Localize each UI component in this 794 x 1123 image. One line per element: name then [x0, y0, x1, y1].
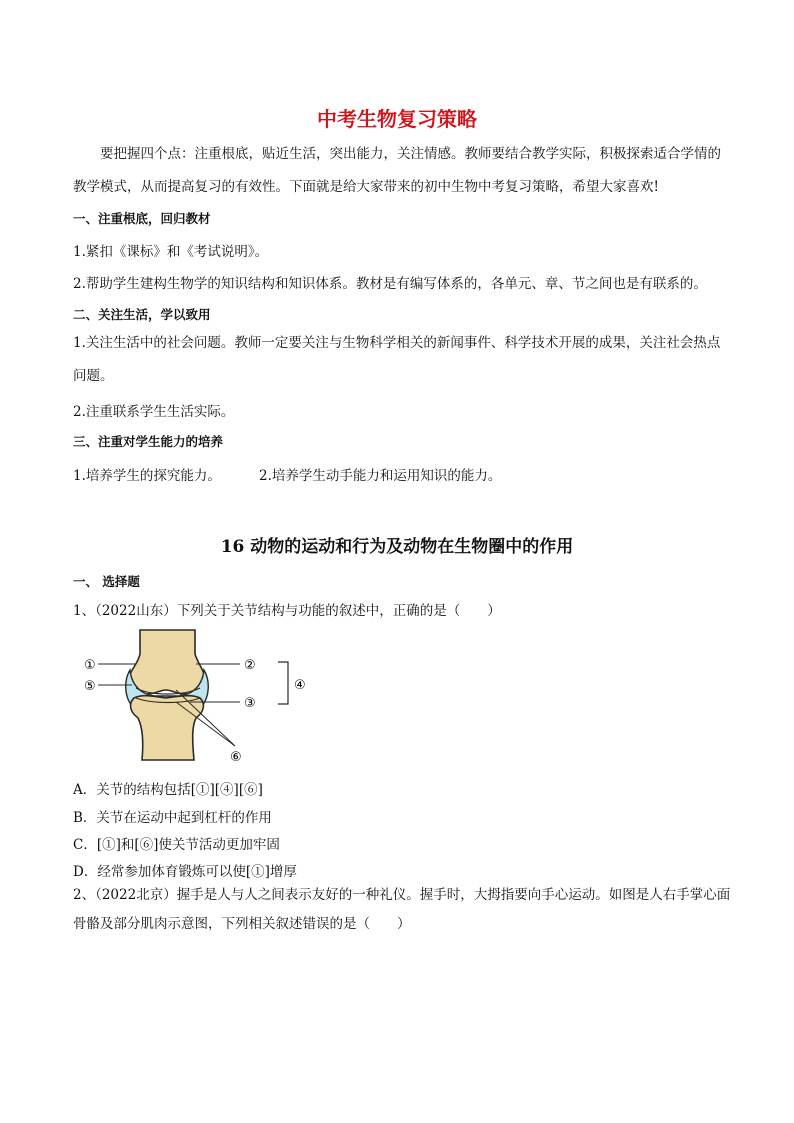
label-1: ①	[84, 658, 96, 673]
intro-paragraph: 要把握四个点：注重根底，贴近生活，突出能力，关注情感。教师要结合教学实际，积极探索适合学情的教学模式，从而提高复习的有效性。下面就是给大家带来的初中生物中考复习策略，希望大家喜欢!	[73, 146, 721, 195]
part-heading: 一、 选择题	[73, 574, 140, 589]
label-4: ④	[294, 678, 306, 693]
page-title: 中考生物复习策略	[317, 107, 477, 131]
section-2-item-2: 2.注重联系学生生活实际。	[73, 404, 235, 420]
question-1-option-d: D．经常参加体育锻炼可以使[①]增厚	[73, 864, 297, 880]
knee-joint-diagram	[80, 626, 320, 766]
section-1-item-1: 1.紧扣《课标》和《考试说明》。	[73, 244, 269, 260]
question-1-option-b: B．关节在运动中起到杠杆的作用	[73, 810, 272, 826]
section-3-item-1: 1.培养学生的探究能力。	[73, 468, 221, 484]
question-2-stem: 2、（2022北京）握手是人与人之间表示友好的一种礼仪。握手时，大拇指要向手心运动。如图是人右手掌心面骨骼及部分肌肉示意图，下列相关叙述错误的是（ ）	[73, 887, 731, 932]
upper-bone	[128, 630, 206, 694]
label-2: ②	[244, 658, 256, 673]
section-heading-1: 一、注重根底，回归教材	[73, 211, 211, 226]
label-5: ⑤	[84, 679, 96, 694]
section-3-item-2: 2.培养学生动手能力和运用知识的能力。	[259, 468, 502, 484]
section-heading-3: 三、注重对学生能力的培养	[73, 434, 224, 449]
question-1-stem: 1、（2022山东）下列关于关节结构与功能的叙述中，正确的是（ ）	[73, 603, 501, 619]
label-3: ③	[244, 696, 256, 711]
section-2-item-1: 1.关注生活中的社会问题。教师一定要关注与生物科学相关的新闻事件、科学技术开展的成果，关注社会热点问题。	[73, 335, 721, 384]
section-heading-2: 二、关注生活，学以致用	[73, 307, 211, 322]
section-1-item-2: 2.帮助学生建构生物学的知识结构和知识体系。教材是有编写体系的，各单元、章、节之间也是有联系的。	[73, 276, 707, 292]
label-6: ⑥	[230, 750, 242, 765]
question-1-option-c: C．[①]和[⑥]使关节活动更加牢固	[73, 837, 280, 853]
question-1-option-a: A．关节的结构包括[①][④][⑥]	[73, 782, 263, 798]
chapter-title: 16 动物的运动和行为及动物在生物圈中的作用	[220, 537, 574, 557]
